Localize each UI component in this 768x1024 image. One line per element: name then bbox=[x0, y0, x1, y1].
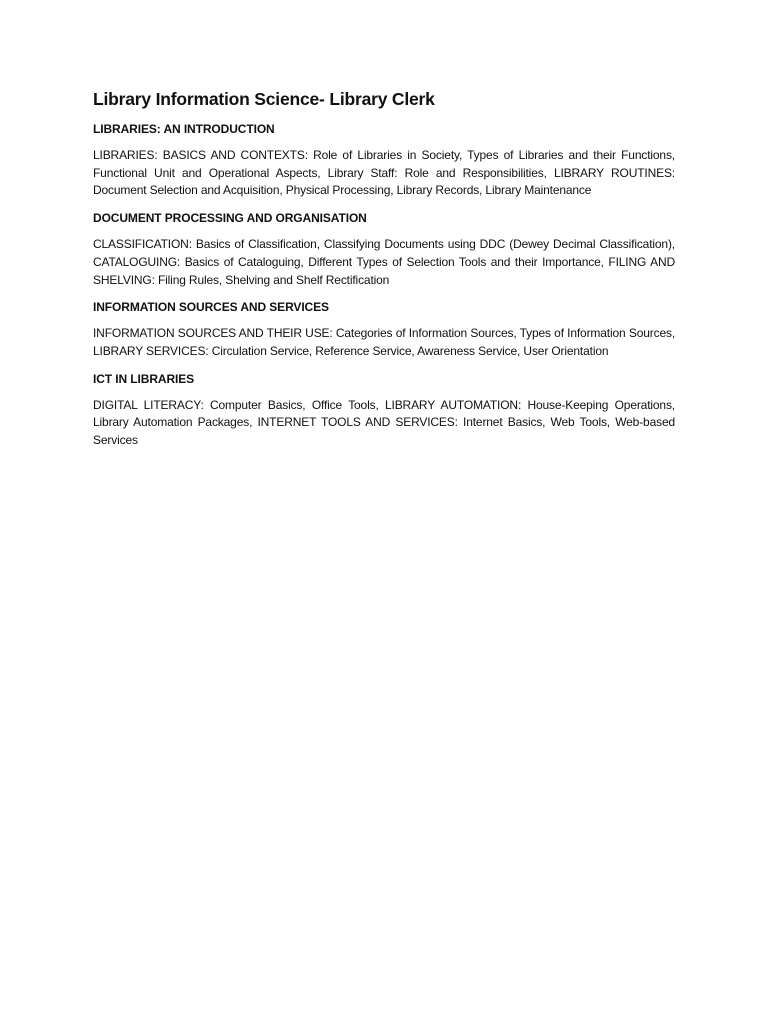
section-heading: INFORMATION SOURCES AND SERVICES bbox=[93, 300, 329, 315]
section-body: LIBRARIES: BASICS AND CONTEXTS: Role of Libraries in Society, Types of Libraries and their Functions, Functional Unit and Operational Aspects, Library Staff: Role and Responsibilities, LIBRARY ROUTINES: Document Selection and Acquisition, Physical Processing, Library Records, Library Maintenance bbox=[93, 148, 675, 198]
section-document-processing bbox=[93, 209, 675, 289]
section-ict-in-libraries bbox=[93, 370, 675, 450]
section-heading: ICT IN LIBRARIES bbox=[93, 371, 195, 386]
section-heading: LIBRARIES: AN INTRODUCTION bbox=[93, 122, 275, 136]
section-information-sources bbox=[93, 298, 675, 360]
document-title: Library Information Science- Library Clerk bbox=[93, 89, 435, 109]
section-heading: DOCUMENT PROCESSING AND ORGANISATION bbox=[93, 211, 367, 226]
section-libraries-introduction bbox=[93, 120, 675, 200]
section-body: DIGITAL LITERACY: Computer Basics, Office Tools, LIBRARY AUTOMATION: House-Keeping Operations, Library Automation Packages, INTERNET TOOLS AND SERVICES: Internet Basics, Web Tools, Web-based Services bbox=[93, 397, 675, 448]
section-body: CLASSIFICATION: Basics of Classification, Classifying Documents using DDC (Dewey Decimal Classification), CATALOGUING: Basics of Cataloguing, Different Types of Selection Tools and their Importance, FILING AND SHELVING: Filing Rules, Shelving and Shelf Rectification bbox=[93, 237, 675, 287]
section-body: INFORMATION SOURCES AND THEIR USE: Categories of Information Sources, Types of Information Sources, LIBRARY SERVICES: Circulation Service, Reference Service, Awareness Service, User Orientation bbox=[93, 326, 675, 358]
document-page bbox=[93, 86, 675, 459]
